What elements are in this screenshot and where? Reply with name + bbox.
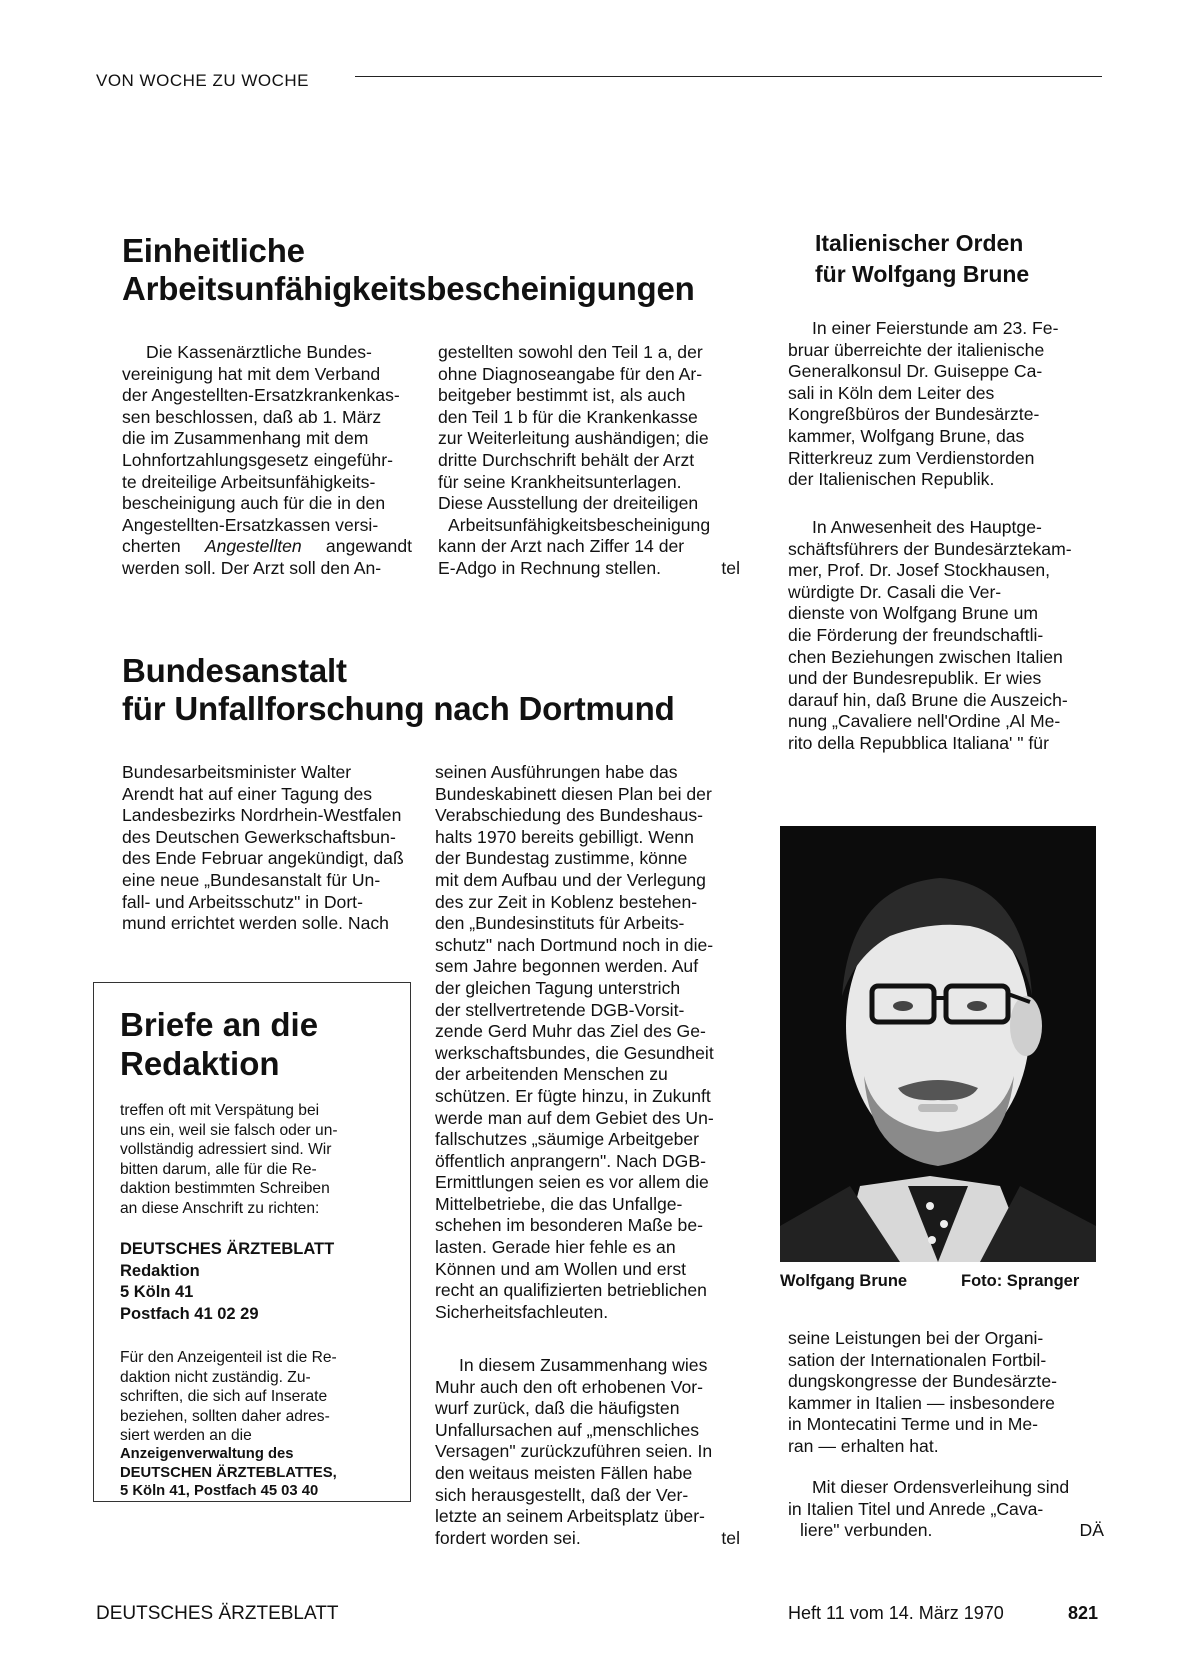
text-line: Landesbezirks Nordrhein-Westfalen <box>122 805 402 826</box>
letters-box-intro <box>120 1101 384 1218</box>
photo-caption-credit: Foto: Spranger <box>961 1272 1080 1290</box>
text-word: angewandt <box>325 536 412 557</box>
section-header: VON WOCHE ZU WOCHE <box>96 71 309 90</box>
article2-title-line2: für Unfallforschung nach Dortmund <box>122 690 675 727</box>
text-line: der Angestellten-Ersatzkrankenkas- <box>122 385 400 406</box>
text-line: dungskongresse der Bundesärzte- <box>788 1371 1057 1392</box>
text-word: E-Adgo in Rechnung stellen. <box>438 557 661 578</box>
author-signature: tel <box>721 557 740 578</box>
text-line: mit dem Aufbau und der Verlegung <box>435 869 706 890</box>
sidebar-title-line2: für Wolfgang Brune <box>815 261 1030 287</box>
text-line: Für den Anzeigenteil ist die Re- <box>120 1349 337 1366</box>
article2-col2-para2 <box>435 1355 740 1549</box>
text-line: der stellvertretende DGB-Vorsit- <box>435 999 685 1020</box>
text-line: in Montecatini Terme und in Me- <box>788 1414 1039 1435</box>
text-line: Können und am Wollen und erst <box>435 1258 687 1279</box>
text-line: DEUTSCHEN ÄRZTEBLATTES, <box>120 1464 337 1481</box>
text-line: In diesem Zusammenhang wies <box>459 1355 708 1375</box>
letters-box-title <box>120 1005 318 1083</box>
article1-title-line1: Einheitliche <box>122 232 305 269</box>
footer-page-number: 821 <box>1068 1603 1099 1623</box>
text-line: treffen oft mit Verspätung bei <box>120 1102 320 1119</box>
text-line: öffentlich anprangern". Nach DGB- <box>435 1150 706 1171</box>
sidebar-title <box>815 228 1029 290</box>
text-line: seine Leistungen bei der Organi- <box>788 1328 1044 1348</box>
text-line: chen Beziehungen zwischen Italien <box>788 646 1063 667</box>
text-line: Arbeitsunfähigkeitsbescheinigung <box>448 514 711 535</box>
text-line: der gleichen Tagung unterstrich <box>435 977 681 998</box>
text-line: Redaktion <box>120 1261 200 1280</box>
footer-publication: DEUTSCHES ÄRZTEBLATT <box>96 1603 339 1624</box>
text-line: daktion bestimmten Schreiben <box>120 1180 330 1197</box>
text-line: werde man auf dem Gebiet des Un- <box>435 1107 714 1128</box>
photo-caption-name: Wolfgang Brune <box>780 1272 908 1290</box>
text-line: te dreiteilige Arbeitsunfähigkeits- <box>122 471 376 492</box>
text-line: daktion nicht zuständig. Zu- <box>120 1368 311 1386</box>
text-line: Bundeskabinett diesen Plan bei der <box>435 783 712 804</box>
sidebar-para2 <box>788 517 1104 755</box>
text-line: uns ein, weil sie falsch oder un- <box>120 1121 338 1139</box>
editorial-address <box>120 1239 390 1325</box>
text-line: nung „Cavaliere nell'Ordine ‚Al Me- <box>788 711 1061 732</box>
text-line: Kongreßbüros der Bundesärzte- <box>788 404 1040 425</box>
text-line: sem Jahre begonnen werden. Auf <box>435 956 699 977</box>
text-line: lasten. Gerade hier fehle es an <box>435 1237 676 1258</box>
text-line: letzte an seinem Arbeitsplatz über- <box>435 1506 705 1527</box>
text-line: fallschutzes „säumige Arbeitgeber <box>435 1129 700 1150</box>
text-line <box>435 1528 740 1550</box>
text-line: die Förderung der freundschaftli- <box>788 624 1044 645</box>
letters-box-ads-note <box>120 1348 384 1446</box>
article1-col1 <box>122 342 412 580</box>
text-line: den Teil 1 b für die Krankenkasse <box>438 406 698 427</box>
text-line: für seine Krankheitsunterlagen. <box>438 471 682 492</box>
text-line: Arendt hat auf einer Tagung des <box>122 783 373 804</box>
text-line: den weitaus meisten Fällen habe <box>435 1462 693 1483</box>
text-line: dritte Durchschrift behält der Arzt <box>438 449 695 470</box>
text-line: an diese Anschrift zu richten: <box>120 1199 320 1217</box>
text-line: gestellten sowohl den Teil 1 a, der <box>438 342 703 362</box>
text-line: rito della Repubblica Italiana' " für <box>788 732 1049 753</box>
text-line: zur Weiterleitung aushändigen; die <box>438 428 709 449</box>
text-line: Anzeigenverwaltung des <box>120 1446 294 1462</box>
footer-issue: Heft 11 vom 14. März 1970 <box>788 1603 1004 1623</box>
text-line: mund errichtet werden solle. Nach <box>122 913 389 934</box>
text-line: dienste von Wolfgang Brune um <box>788 603 1039 624</box>
sidebar-title-line1: Italienischer Orden <box>815 230 1024 256</box>
text-line: sich herausgestellt, daß der Ver- <box>435 1484 689 1505</box>
text-line: und der Bundesrepublik. Er wies <box>788 668 1042 689</box>
text-line: des Ende Februar angekündigt, daß <box>122 848 404 869</box>
text-line: schutz" nach Dortmund noch in die- <box>435 934 714 955</box>
text-line: beziehen, sollten daher adres- <box>120 1407 330 1425</box>
text-line: halts 1970 bereits gebilligt. Wenn <box>435 826 694 847</box>
text-line: eine neue „Bundesanstalt für Un- <box>122 869 381 890</box>
text-line: der arbeitenden Menschen zu <box>435 1064 668 1085</box>
letters-box <box>93 982 411 1502</box>
text-line: sen beschlossen, daß ab 1. März <box>122 406 382 427</box>
text-line: werden soll. Der Arzt soll den An- <box>122 557 382 578</box>
text-line: in Italien Titel und Anrede „Cava- <box>788 1498 1044 1519</box>
text-line: des zur Zeit in Koblenz bestehen- <box>435 891 698 912</box>
text-line: In einer Feierstunde am 23. Fe- <box>812 318 1059 338</box>
text-line: Muhr auch den oft erhobenen Vor- <box>435 1376 703 1397</box>
author-signature: tel <box>721 1527 740 1548</box>
text-line: Mit dieser Ordensverleihung sind <box>812 1477 1070 1497</box>
text-line: werkschaftsbundes, die Gesundheit <box>435 1042 714 1063</box>
text-line: sali in Köln dem Leiter des <box>788 382 995 403</box>
article2-col2 <box>435 762 740 1323</box>
text-line: Verabschiedung des Bundeshaus- <box>435 805 704 826</box>
letters-box-title-line1: Briefe an die <box>120 1006 319 1043</box>
text-line: vereinigung hat mit dem Verband <box>122 363 381 384</box>
article1-title <box>122 232 695 308</box>
text-word: fordert worden sei. <box>435 1527 581 1548</box>
text-line: ran — erhalten hat. <box>788 1435 939 1456</box>
text-line: Ritterkreuz zum Verdienstorden <box>788 447 1035 468</box>
text-line: Generalkonsul Dr. Guiseppe Ca- <box>788 361 1043 382</box>
letters-box-title-line2: Redaktion <box>120 1045 280 1082</box>
text-line: Sicherheitsfachleuten. <box>435 1301 609 1322</box>
article2-title <box>122 652 675 728</box>
text-line: Diese Ausstellung der dreiteiligen <box>438 493 699 514</box>
text-line: sation der Internationalen Fortbil- <box>788 1349 1047 1370</box>
text-line: den „Bundesinstituts für Arbeits- <box>435 913 685 934</box>
text-line: In Anwesenheit des Hauptge- <box>812 517 1042 537</box>
text-line <box>788 1520 1104 1542</box>
text-line: kammer in Italien — insbesondere <box>788 1392 1055 1413</box>
text-line: DEUTSCHES ÄRZTEBLATT <box>120 1240 335 1258</box>
text-line: 5 Köln 41 <box>120 1283 194 1301</box>
text-line: mer, Prof. Dr. Josef Stockhausen, <box>788 560 1051 581</box>
text-word: liere" verbunden. <box>800 1520 933 1541</box>
article1-title-line2: Arbeitsunfähigkeitsbescheinigungen <box>122 270 695 307</box>
article1-col2 <box>438 342 740 580</box>
text-line: der Italienischen Republik. <box>788 469 995 490</box>
text-line: vollständig adressiert sind. Wir <box>120 1141 332 1158</box>
text-line: schäftsführers der Bundesärztekam- <box>788 538 1072 559</box>
text-line: des Deutschen Gewerkschaftsbun- <box>122 826 396 847</box>
text-line: Postfach 41 02 29 <box>120 1304 259 1323</box>
text-line: beitgeber bestimmt ist, als auch <box>438 385 686 406</box>
text-line: schützen. Er fügte hinzu, in Zukunft <box>435 1085 711 1106</box>
text-line: recht an qualifizierten betrieblichen <box>435 1280 707 1301</box>
text-line: schriften, die sich auf Inserate <box>120 1388 328 1405</box>
article2-col1 <box>122 762 412 935</box>
text-line: Unfallursachen auf „menschliches <box>435 1419 700 1440</box>
text-line: Ermittlungen seien es vor allem die <box>435 1172 709 1193</box>
text-line: die im Zusammenhang mit dem <box>122 428 369 449</box>
author-signature: DÄ <box>1079 1520 1104 1541</box>
text-line: kann der Arzt nach Ziffer 14 der <box>438 536 685 557</box>
sidebar-para1 <box>788 318 1104 491</box>
portrait-photo <box>780 826 1096 1262</box>
text-line <box>438 558 740 580</box>
text-line: Mittelbetriebe, die das Unfallge- <box>435 1193 683 1214</box>
text-line: darauf hin, daß Brune die Auszeich- <box>788 689 1068 710</box>
text-line: würdigte Dr. Casali die Ver- <box>788 581 1002 602</box>
text-line: schehen im besonderen Maße be- <box>435 1215 703 1236</box>
text-line: zende Gerd Muhr das Ziel des Ge- <box>435 1021 706 1042</box>
text-line: siert werden an die <box>120 1427 252 1444</box>
sidebar-para4 <box>788 1477 1104 1542</box>
text-line: bitten darum, alle für die Re- <box>120 1160 317 1178</box>
text-line: seinen Ausführungen habe das <box>435 762 678 782</box>
text-line: Die Kassenärztliche Bundes- <box>146 342 372 362</box>
article2-title-line1: Bundesanstalt <box>122 652 347 689</box>
text-line: Bundesarbeitsminister Walter <box>122 762 352 782</box>
text-line: Angestellten-Ersatzkassen versi- <box>122 514 379 535</box>
text-line: 5 Köln 41, Postfach 45 03 40 <box>120 1483 319 1499</box>
text-line: ohne Diagnoseangabe für den Ar- <box>438 363 703 384</box>
text-line: wurf zurück, daß die häufigsten <box>435 1398 680 1419</box>
portrait-illustration <box>780 826 1096 1262</box>
text-line: bruar überreichte der italienische <box>788 339 1045 360</box>
text-line: bescheinigung auch für die in den <box>122 493 386 514</box>
emphasis-word: Angestellten <box>204 536 302 557</box>
text-line: der Bundestag zustimme, könne <box>435 848 688 869</box>
text-line: Versagen" zurückzuführen seien. In <box>435 1441 713 1462</box>
text-word: cherten <box>122 536 181 557</box>
sidebar-para3 <box>788 1328 1104 1458</box>
text-line <box>122 536 412 558</box>
ads-address <box>120 1445 395 1501</box>
text-line: Lohnfortzahlungsgesetz eingeführ- <box>122 449 393 470</box>
header-rule <box>355 76 1102 77</box>
text-line: kammer, Wolfgang Brune, das <box>788 425 1025 446</box>
text-line: fall- und Arbeitsschutz" in Dort- <box>122 891 363 912</box>
